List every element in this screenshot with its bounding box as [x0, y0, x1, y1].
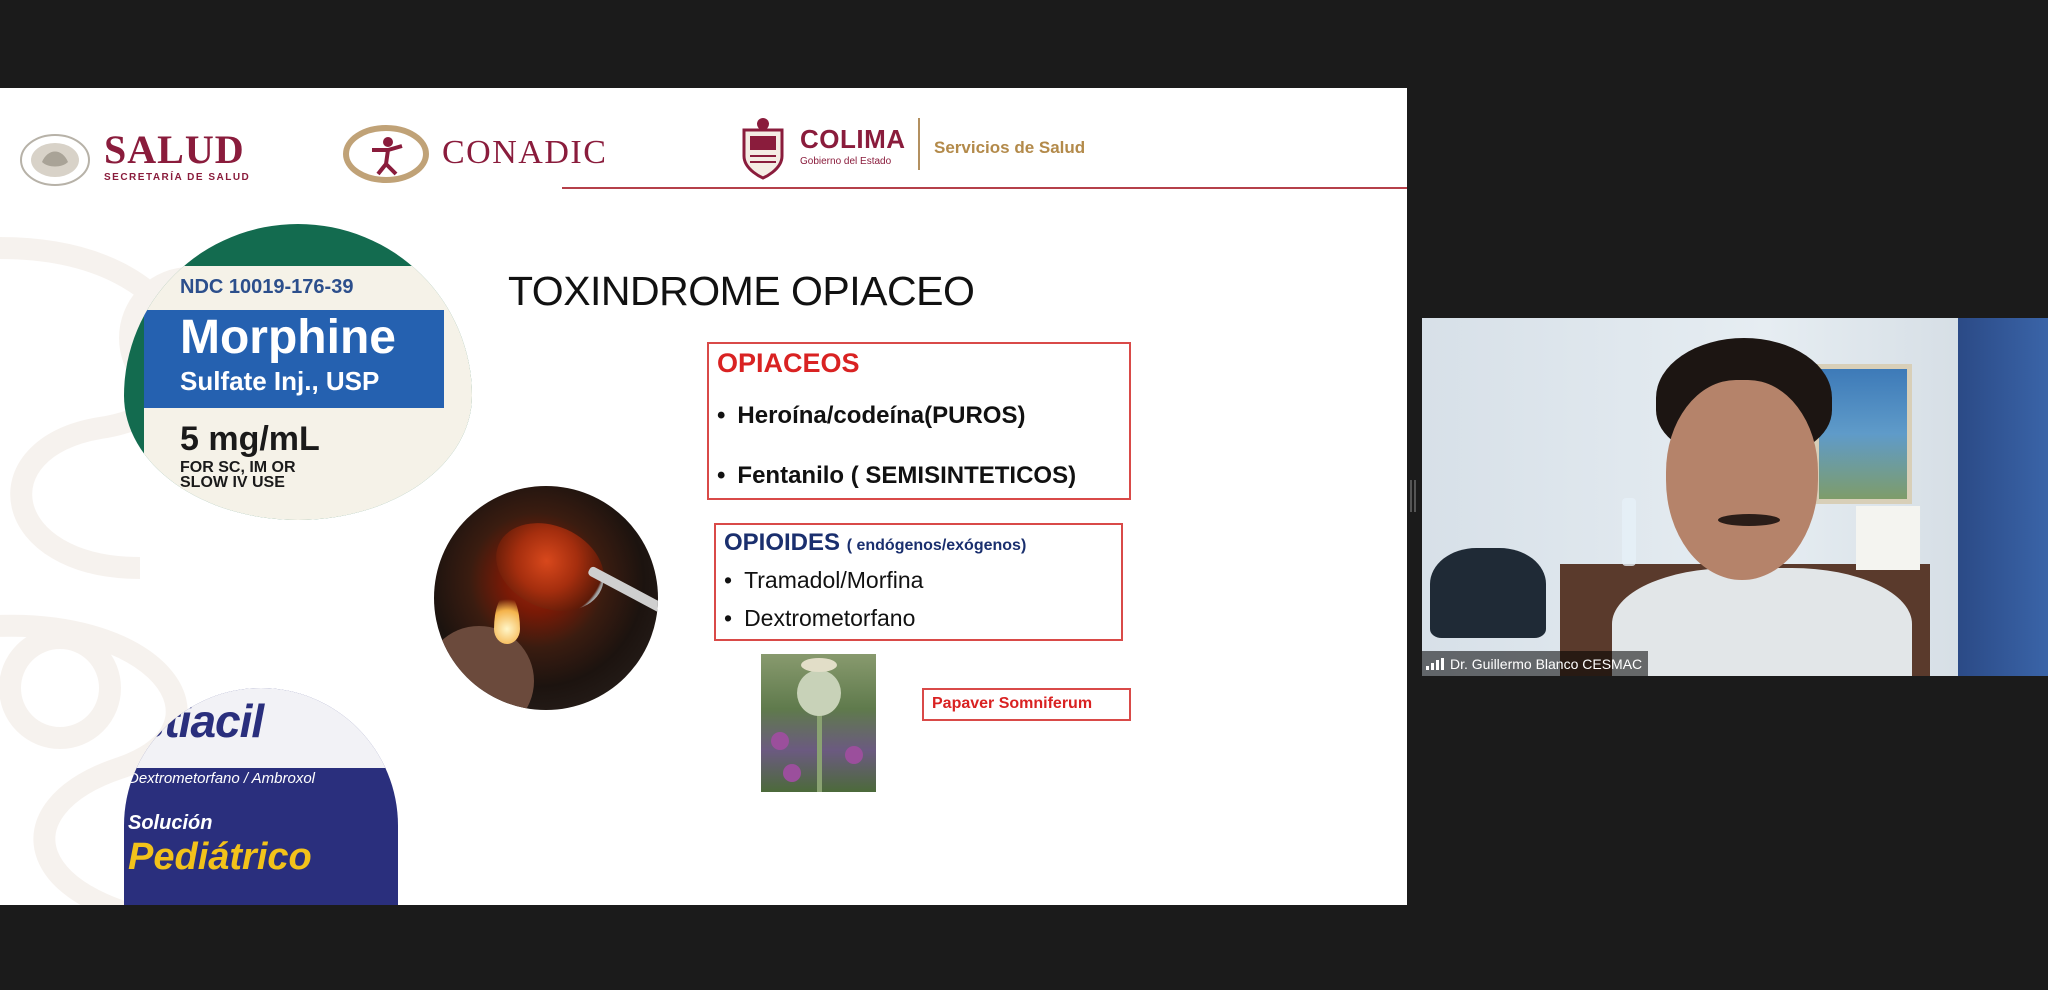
bullet-icon: •: [717, 402, 726, 429]
opioides-item-text: Tramadol/Morfina: [744, 567, 924, 593]
video-papers: [1856, 506, 1920, 570]
histiacil-photo: [124, 688, 398, 905]
salud-word: SALUD: [104, 127, 245, 172]
conadic-word: CONADIC: [442, 134, 608, 171]
opioides-subheading: ( endógenos/exógenos): [846, 537, 1027, 554]
opioides-heading: [724, 529, 1026, 557]
opiaceos-item: [717, 462, 1076, 490]
signal-strength-icon: [1426, 658, 1444, 670]
opioides-item: [724, 605, 915, 632]
poppy-flower: [771, 732, 789, 750]
morphine-name: Morphine: [180, 311, 396, 364]
participant-name: Dr. Guillermo Blanco CESMAC: [1450, 655, 1643, 672]
morphine-photo: [124, 224, 472, 520]
hand-shape: [434, 626, 534, 710]
histiacil-brand: istiacil: [128, 695, 264, 747]
shared-slide: [0, 88, 1407, 905]
papaver-label: Papaver Somniferum: [932, 695, 1093, 712]
colima-divider: [918, 118, 920, 170]
conadic-logo-icon: [342, 124, 430, 184]
opiaceos-heading: OPIACEOS: [717, 348, 860, 378]
colima-crest-icon: [738, 116, 788, 180]
route-text: FOR SC, IM OR SLOW IV USE: [180, 459, 296, 491]
spoon-photo: [434, 486, 658, 710]
histiacil-pediatric: Pediátrico: [128, 836, 312, 878]
video-door: [1958, 318, 2048, 676]
colima-subtitle: Gobierno del Estado: [800, 156, 892, 167]
participant-shirt: [1612, 568, 1912, 676]
dose-text: 5 mg/mL: [180, 420, 320, 458]
histiacil-composition: Dextrometorfano / Ambroxol: [128, 770, 316, 787]
opiaceos-item-text: Heroína/codeína(PUROS): [737, 402, 1026, 429]
poppy-stem: [817, 714, 822, 792]
salud-subtitle: SECRETARÍA DE SALUD: [104, 172, 251, 183]
colima-services: Servicios de Salud: [934, 138, 1086, 157]
video-chair: [1430, 548, 1546, 638]
salud-logo: [104, 127, 251, 183]
opiaceos-item-text: Fentanilo ( SEMISINTETICOS): [737, 462, 1077, 489]
bullet-icon: •: [724, 567, 733, 593]
header-rule: [562, 187, 1407, 189]
participant-mustache: [1718, 514, 1780, 526]
poppy-flower: [783, 764, 801, 782]
ndc-text: NDC 10019-176-39: [180, 276, 354, 298]
bullet-icon: •: [724, 605, 733, 631]
bullet-icon: •: [717, 462, 726, 489]
opioides-item: [724, 567, 923, 594]
colima-logo: [738, 110, 1086, 190]
opioides-box: [714, 523, 1123, 641]
opiaceos-box: [707, 342, 1131, 500]
papaver-box: [922, 688, 1131, 721]
split-resize-handle[interactable]: [1410, 480, 1416, 512]
poppy-photo: [761, 654, 876, 792]
flame-icon: [494, 594, 520, 644]
histiacil-solution: Solución: [128, 812, 213, 834]
sulfate-text: Sulfate Inj., USP: [180, 366, 380, 396]
poppy-flower: [845, 746, 863, 764]
video-bottle: [1622, 498, 1636, 566]
opioides-item-text: Dextrometorfano: [744, 605, 916, 631]
poppy-head: [797, 670, 841, 716]
participant-video-tile[interactable]: [1422, 318, 2048, 676]
opiaceos-item: [717, 402, 1025, 430]
poppy-crown: [801, 658, 837, 672]
participant-name-bar: [1422, 651, 1648, 676]
mexico-seal-icon: [18, 128, 92, 186]
colima-word: COLIMA: [800, 124, 906, 154]
slide-header: [0, 88, 1407, 198]
slide-title: TOXINDROME OPIACEO: [508, 268, 975, 314]
opioides-heading-text: OPIOIDES: [724, 529, 841, 556]
participant-face: [1666, 380, 1818, 580]
morphine-label: [144, 266, 472, 520]
